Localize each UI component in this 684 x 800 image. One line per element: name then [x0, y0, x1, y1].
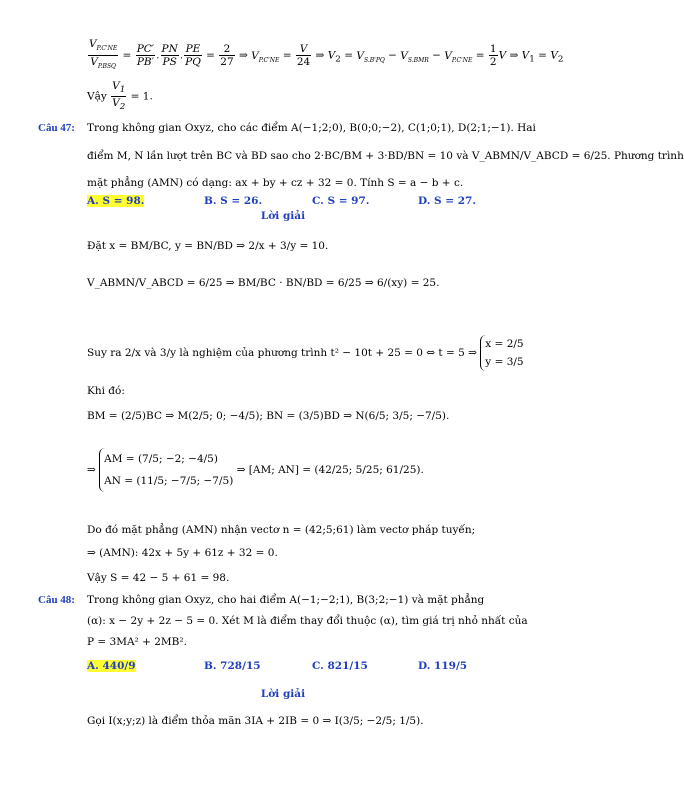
q47-step6: ⇒ (AMN): 42x + 5y + 61z + 32 = 0.	[87, 547, 278, 559]
q47-option-c: C. S = 97.	[312, 195, 370, 207]
q47-option-b: B. S = 26.	[204, 195, 263, 207]
q47-step7: Vậy S = 42 − 5 + 61 = 98.	[87, 572, 230, 584]
q47-step1: Đặt x = BM/BC, y = BN/BD ⇒ 2/x + 3/y = 10.	[87, 240, 329, 252]
q47-line2: điểm M, N lần lượt trên BC và BD sao cho 2·BC/BM + 3·BD/BN = 10 và V_ABMN/V_ABCD = 6/25. Phương trình	[87, 150, 684, 162]
q48-option-c: C. 821/15	[312, 660, 368, 672]
q47-label: Câu 47:	[38, 122, 75, 134]
q47-step2: V_ABMN/V_ABCD = 6/25 ⇒ BM/BC · BN/BD = 6/25 ⇒ 6/(xy) = 25.	[87, 277, 440, 289]
q47-vectors: ⇒ AM = (7/5; −2; −4/5) AN = (11/5; −7/5; −7/5) ⇒ [AM; AN] = (42/25; 5/25; 61/25).	[87, 448, 424, 492]
q48-loigiai: Lời giải	[260, 688, 306, 700]
q48-line2: (α): x − 2y + 2z − 5 = 0. Xét M là điểm thay đổi thuộc (α), tìm giá trị nhỏ nhất của	[87, 615, 528, 627]
q48-label: Câu 48:	[38, 594, 75, 606]
q48-option-b: B. 728/15	[204, 660, 261, 672]
q47-line3: mặt phẳng (AMN) có dạng: ax + by + cz + 32 = 0. Tính S = a − b + c.	[87, 177, 464, 189]
q47-line1: Trong không gian Oxyz, cho các điểm A(−1;2;0), B(0;0;−2), C(1;0;1), D(2;1;−1). Hai	[87, 122, 536, 134]
vay-1: Vậy $\frac{V_1}{V_2}$ = 1.	[87, 80, 153, 113]
q47-step3: Suy ra 2/x và 3/y là nghiệm của phương trình t² − 10t + 25 = 0 ⇔ t = 5 ⇒ x = 2/5 y = 3/5	[87, 335, 524, 371]
q47-vector-system: AM = (7/5; −2; −4/5) AN = (11/5; −7/5; −7/5)	[99, 448, 233, 492]
intro-formula: $\frac{V_{P.C'NE}}{V_{P.BSQ}}$ = $\frac{PC'}{PB'}$ . $\frac{PN}{PS}$ . $\frac{PE}{PQ}$ = $\frac{2}{27}$ ⇒ $V_{P.C'NE}$ = $\frac{V}{24}$ ⇒ $V_2 = V_{S.B'PQ} - V_{S.BMR} - V_{P.C'NE}$ = $\frac{1}{2}$ V ⇒ $V_1 = V_2$	[89, 38, 564, 71]
q47-khido: Khi đó:	[87, 385, 125, 397]
q47-step5: Do đó mặt phẳng (AMN) nhận vectơ n = (42;5;61) làm vectơ pháp tuyến;	[87, 524, 476, 536]
q47-option-a: A. S = 98.	[87, 195, 145, 207]
q48-option-d: D. 119/5	[418, 660, 468, 672]
q47-loigiai: Lời giải	[260, 210, 306, 222]
q47-system: x = 2/5 y = 3/5	[480, 335, 523, 371]
q47-step4: BM = (2/5)BC ⇒ M(2/5; 0; −4/5); BN = (3/5)BD ⇒ N(6/5; 3/5; −7/5).	[87, 410, 450, 422]
q48-step1: Gọi I(x;y;z) là điểm thỏa mãn 3IA + 2IB = 0 ⇒ I(3/5; −2/5; 1/5).	[87, 715, 424, 727]
q48-option-a: A. 440/9	[87, 660, 136, 672]
q48-line3: P = 3MA² + 2MB².	[87, 636, 187, 648]
q47-option-d: D. S = 27.	[418, 195, 477, 207]
q48-line1: Trong không gian Oxyz, cho hai điểm A(−1;−2;1), B(3;2;−1) và mặt phẳng	[87, 594, 485, 606]
